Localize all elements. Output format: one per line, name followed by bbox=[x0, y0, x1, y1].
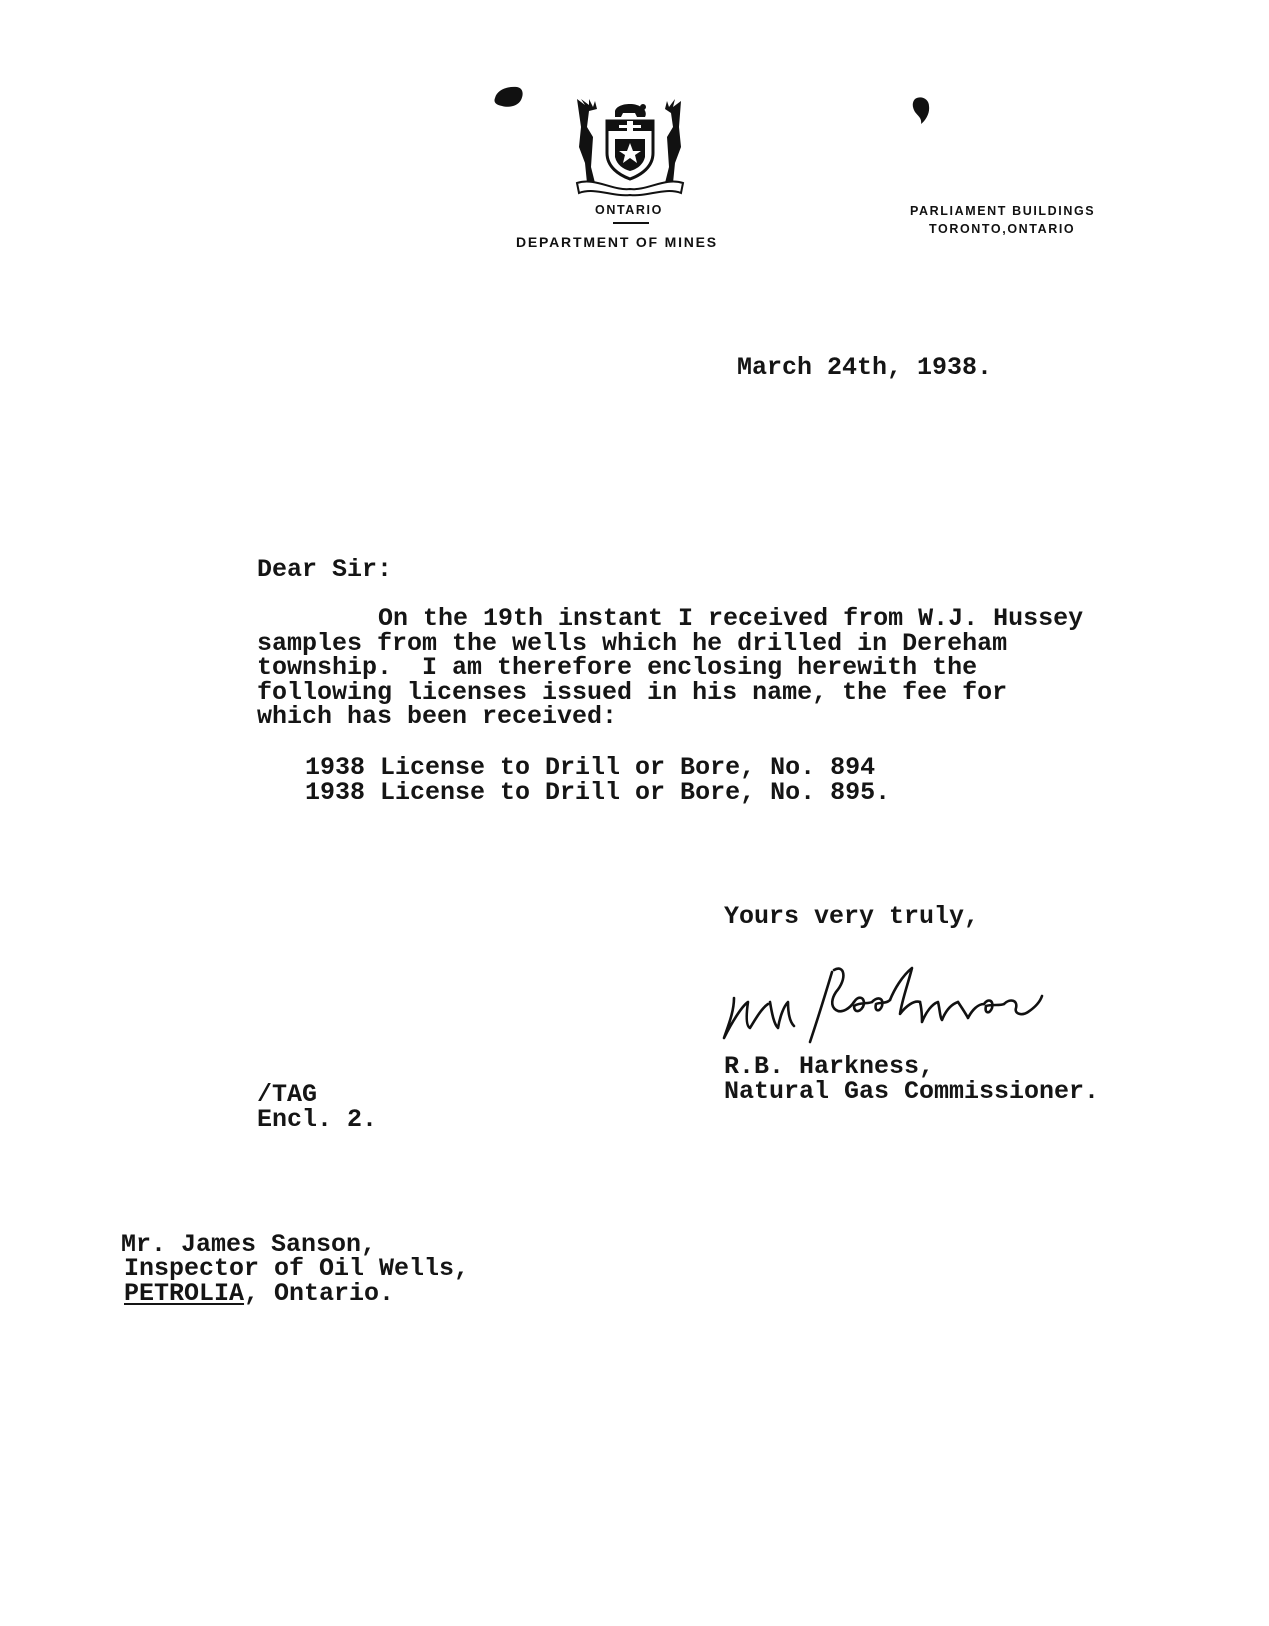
body-line-2: samples from the wells which he drilled in Dereham bbox=[257, 629, 1008, 658]
ontario-coat-of-arms-icon bbox=[575, 97, 685, 197]
handwritten-signature bbox=[722, 962, 1062, 1048]
letterhead-address-line1: PARLIAMENT BUILDINGS bbox=[910, 204, 1096, 218]
letter-date: March 24th, 1938. bbox=[737, 353, 993, 382]
body-line-4: following licenses issued in his name, the fee for bbox=[257, 678, 1008, 707]
license-item: 1938 License to Drill or Bore, No. 895. bbox=[305, 778, 891, 807]
closing: Yours very truly, bbox=[724, 902, 980, 931]
salutation: Dear Sir: bbox=[257, 555, 393, 584]
ink-blot-mark bbox=[912, 96, 932, 126]
license-item: 1938 License to Drill or Bore, No. 894 bbox=[305, 753, 876, 782]
typist-initials: /TAG bbox=[257, 1080, 318, 1109]
letterhead-province: ONTARIO bbox=[595, 203, 663, 217]
recipient-city: PETROLIA bbox=[124, 1279, 245, 1308]
recipient-line-2: Inspector of Oil Wells, bbox=[124, 1254, 470, 1283]
recipient-line-3 bbox=[124, 1281, 394, 1306]
body-line-1: On the 19th instant I received from W.J. Hussey bbox=[378, 604, 1084, 633]
ink-blot-mark bbox=[493, 84, 525, 110]
enclosures-note: Encl. 2. bbox=[257, 1105, 378, 1134]
signatory-title: Natural Gas Commissioner. bbox=[724, 1077, 1100, 1106]
signatory-name: R.B. Harkness, bbox=[724, 1052, 935, 1081]
recipient-province: , Ontario. bbox=[244, 1279, 395, 1308]
body-line-5: which has been received: bbox=[257, 702, 618, 731]
recipient-line-1: Mr. James Sanson, bbox=[121, 1230, 377, 1259]
letterhead-divider bbox=[613, 222, 649, 224]
letterhead-department: DEPARTMENT OF MINES bbox=[516, 234, 718, 250]
body-line-3: township. I am therefore enclosing herewith the bbox=[257, 653, 978, 682]
letterhead-address-line2: TORONTO,ONTARIO bbox=[929, 222, 1076, 236]
